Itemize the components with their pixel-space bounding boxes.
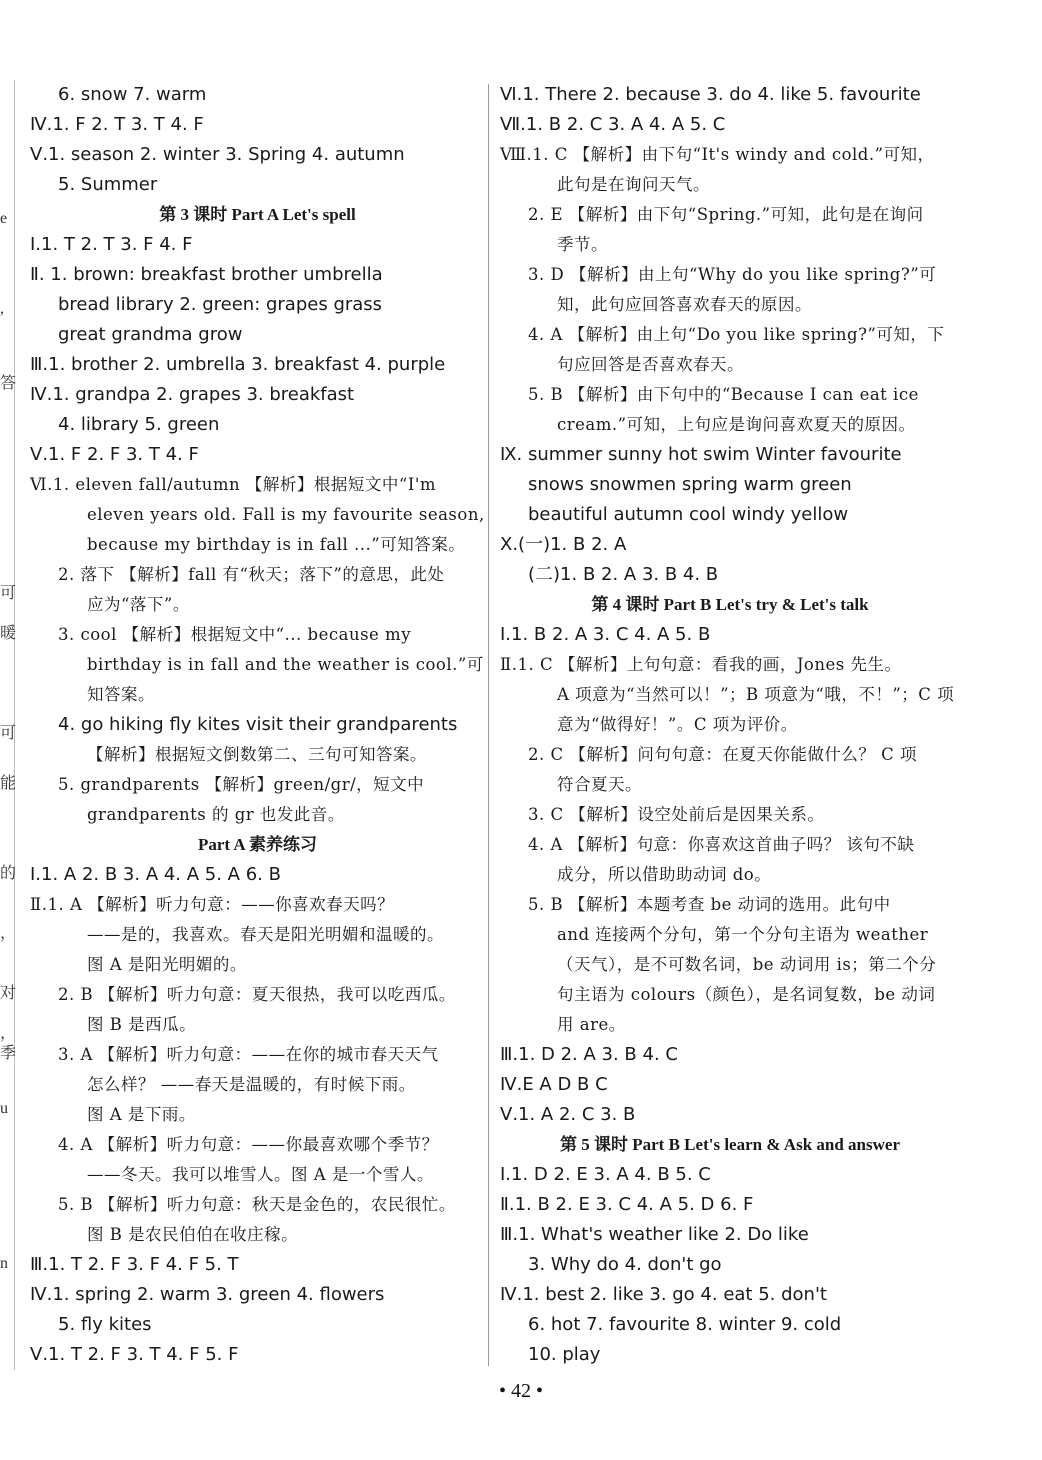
answer-line: Ⅱ.1. A 【解析】听力句意：——你喜欢春天吗？ [30, 895, 395, 914]
edge-fragment: 能 [0, 775, 17, 792]
answer-line: 季节。 [557, 235, 608, 254]
answer-line: Ⅳ.1. grandpa 2. grapes 3. breakfast [30, 384, 355, 405]
answer-line: Ⅲ.1. D 2. A 3. B 4. C [500, 1044, 678, 1065]
answer-line: 知答案。 [87, 685, 155, 704]
answer-line: 5. Summer [58, 174, 158, 195]
answer-line: birthday is in fall and the weather is cool.”可 [87, 655, 484, 674]
answer-line: 6. hot 7. favourite 8. winter 9. cold [528, 1314, 842, 1335]
answer-line: (二)1. B 2. A 3. B 4. B [528, 564, 719, 585]
answer-line: 3. C 【解析】设空处前后是因果关系。 [528, 805, 825, 824]
section-heading: 第 5 课时 Part B Let's learn & Ask and answer [560, 1135, 900, 1154]
answer-line: Ⅵ.1. eleven fall/autumn 【解析】根据短文中“I'm [30, 475, 437, 494]
column-divider [488, 84, 489, 1366]
answer-line: 图 A 是阳光明媚的。 [87, 955, 247, 974]
answer-line: Ⅵ.1. There 2. because 3. do 4. like 5. favourite [500, 84, 921, 105]
answer-line: and 连接两个分句，第一个分句主语为 weather [557, 925, 929, 944]
edge-fragment: 季 [0, 1045, 17, 1062]
edge-fragment: u [0, 1100, 8, 1117]
answer-line: 成分，所以借助助动词 do。 [557, 865, 772, 884]
answer-line: Ⅳ.1. spring 2. warm 3. green 4. flowers [30, 1284, 385, 1305]
answer-line: 3. Why do 4. don't go [528, 1254, 722, 1275]
answer-line: 10. play [528, 1344, 601, 1365]
answer-line: Ⅱ.1. C 【解析】上句句意：看我的画，Jones 先生。 [500, 655, 902, 674]
answer-line: bread library 2. green: grapes grass [58, 294, 383, 315]
answer-line: 怎么样？ ——春天是温暖的，有时候下雨。 [87, 1075, 416, 1094]
answer-line: 图 B 是农民伯伯在收庄稼。 [87, 1225, 299, 1244]
answer-line: 5. B 【解析】听力句意：秋天是金色的，农民很忙。 [58, 1195, 456, 1214]
answer-line: 5. B 【解析】由下句中的“Because I can eat ice [528, 385, 919, 404]
edge-fragment: 对 [0, 985, 17, 1002]
answer-line: grandparents 的 gr 也发此音。 [87, 805, 345, 824]
answer-line: 2. B 【解析】听力句意：夏天很热，我可以吃西瓜。 [58, 985, 456, 1004]
edge-fragment: 暖 [0, 625, 17, 642]
answer-line: 【解析】根据短文倒数第二、三句可知答案。 [87, 745, 427, 764]
edge-fragment: ， [0, 1025, 17, 1042]
answer-line: Ⅸ. summer sunny hot swim Winter favourite [500, 444, 902, 465]
right-column [500, 80, 960, 1370]
edge-fragment: e [0, 210, 8, 227]
answer-line: Ⅷ.1. C 【解析】由下句“It's windy and cold.”可知， [500, 145, 935, 164]
answer-line: 4. A 【解析】由上句“Do you like spring?”可知，下 [528, 325, 945, 344]
answer-line: A 项意为“当然可以！”；B 项意为“哦，不！”；C 项 [557, 685, 955, 704]
edge-fragment: 可 [0, 585, 17, 602]
answer-line: ——是的，我喜欢。春天是阳光明媚和温暖的。 [87, 925, 444, 944]
answer-line: 符合夏天。 [557, 775, 642, 794]
answer-line: Ⅳ.E A D B C [500, 1074, 608, 1095]
section-heading: 第 3 课时 Part A Let's spell [159, 205, 356, 224]
answer-line: 意为“做得好！”。C 项为评价。 [557, 715, 798, 734]
answer-line: Ⅶ.1. B 2. C 3. A 4. A 5. C [500, 114, 726, 135]
answer-line: eleven years old. Fall is my favourite season, [87, 505, 485, 524]
answer-line: 应为“落下”。 [87, 595, 190, 614]
section-heading: 第 4 课时 Part B Let's try & Let's talk [591, 595, 869, 614]
answer-line: Ⅰ.1. D 2. E 3. A 4. B 5. C [500, 1164, 711, 1185]
answer-line: beautiful autumn cool windy yellow [528, 504, 849, 525]
answer-line: Ⅹ.(一)1. B 2. A [500, 534, 627, 555]
edge-fragment: 可 [0, 725, 17, 742]
answer-line: ——冬天。我可以堆雪人。图 A 是一个雪人。 [87, 1165, 434, 1184]
answer-line: 图 B 是西瓜。 [87, 1015, 197, 1034]
answer-line: 3. A 【解析】听力句意：——在你的城市春天天气 [58, 1045, 439, 1064]
answer-line: Ⅱ. 1. brown: breakfast brother umbrella [30, 264, 383, 285]
answer-line: 此句是在询问天气。 [557, 175, 710, 194]
answer-line: Ⅰ.1. A 2. B 3. A 4. A 5. A 6. B [30, 864, 281, 885]
left-column [30, 80, 485, 1370]
edge-fragment: 答 [0, 375, 17, 392]
edge-fragment: n [0, 1255, 8, 1272]
answer-line: 4. go hiking fly kites visit their grandparents [58, 714, 458, 735]
edge-fragment: ， [0, 925, 17, 942]
answer-line: 知，此句应回答喜欢春天的原因。 [557, 295, 812, 314]
answer-line: 3. cool 【解析】根据短文中“... because my [58, 625, 412, 644]
answer-line: Ⅳ.1. F 2. T 3. T 4. F [30, 114, 204, 135]
answer-line: 用 are。 [557, 1015, 626, 1034]
answer-line: Ⅲ.1. T 2. F 3. F 4. F 5. T [30, 1254, 239, 1275]
answer-line: Ⅴ.1. T 2. F 3. T 4. F 5. F [30, 1344, 239, 1365]
answer-line: 4. library 5. green [58, 414, 220, 435]
answer-line: Ⅲ.1. What's weather like 2. Do like [500, 1224, 809, 1245]
edge-fragment: 的 [0, 865, 17, 882]
answer-line: 4. A 【解析】听力句意：——你最喜欢哪个季节？ [58, 1135, 439, 1154]
answer-line: 图 A 是下雨。 [87, 1105, 196, 1124]
answer-line: snows snowmen spring warm green [528, 474, 852, 495]
answer-line: 5. B 【解析】本题考查 be 动词的选用。此句中 [528, 895, 891, 914]
answer-line: 3. D 【解析】由上句“Why do you like spring?”可 [528, 265, 937, 284]
answer-line: Ⅴ.1. A 2. C 3. B [500, 1104, 636, 1125]
answer-line: 2. E 【解析】由下句“Spring.”可知，此句是在询问 [528, 205, 924, 224]
page-number: • 42 • [498, 1380, 543, 1402]
answer-line: Ⅴ.1. F 2. F 3. T 4. F [30, 444, 199, 465]
answer-line: （天气），是不可数名词，be 动词用 is；第二个分 [557, 955, 937, 974]
answer-line: 6. snow 7. warm [58, 84, 207, 105]
edge-fragment: , [0, 300, 4, 317]
answer-line: 5. grandparents 【解析】green/gr/，短文中 [58, 775, 425, 794]
answer-line: Ⅰ.1. T 2. T 3. F 4. F [30, 234, 193, 255]
answer-line: cream.”可知，上句应是询问喜欢夏天的原因。 [557, 415, 916, 434]
answer-line: 句应回答是否喜欢春天。 [557, 355, 744, 374]
section-heading: Part A 素养练习 [198, 835, 317, 854]
answer-line: 5. fly kites [58, 1314, 152, 1335]
answer-line: Ⅱ.1. B 2. E 3. C 4. A 5. D 6. F [500, 1194, 754, 1215]
answer-line: great grandma grow [58, 324, 243, 345]
answer-line: Ⅲ.1. brother 2. umbrella 3. breakfast 4. purple [30, 354, 446, 375]
answer-line: 句主语为 colours（颜色），是名词复数，be 动词 [557, 985, 936, 1004]
answer-line: 2. 落下 【解析】fall 有“秋天；落下”的意思，此处 [58, 565, 445, 584]
answer-line: 4. A 【解析】句意：你喜欢这首曲子吗？ 该句不缺 [528, 835, 915, 854]
answer-line: Ⅳ.1. best 2. like 3. go 4. eat 5. don't [500, 1284, 827, 1305]
answer-line: 2. C 【解析】问句句意：在夏天你能做什么？ C 项 [528, 745, 917, 764]
answer-line: Ⅴ.1. season 2. winter 3. Spring 4. autumn [30, 144, 405, 165]
answer-line: Ⅰ.1. B 2. A 3. C 4. A 5. B [500, 624, 711, 645]
previous-page-edge-fragments [0, 80, 17, 1370]
answer-line: because my birthday is in fall ...”可知答案。 [87, 535, 466, 554]
